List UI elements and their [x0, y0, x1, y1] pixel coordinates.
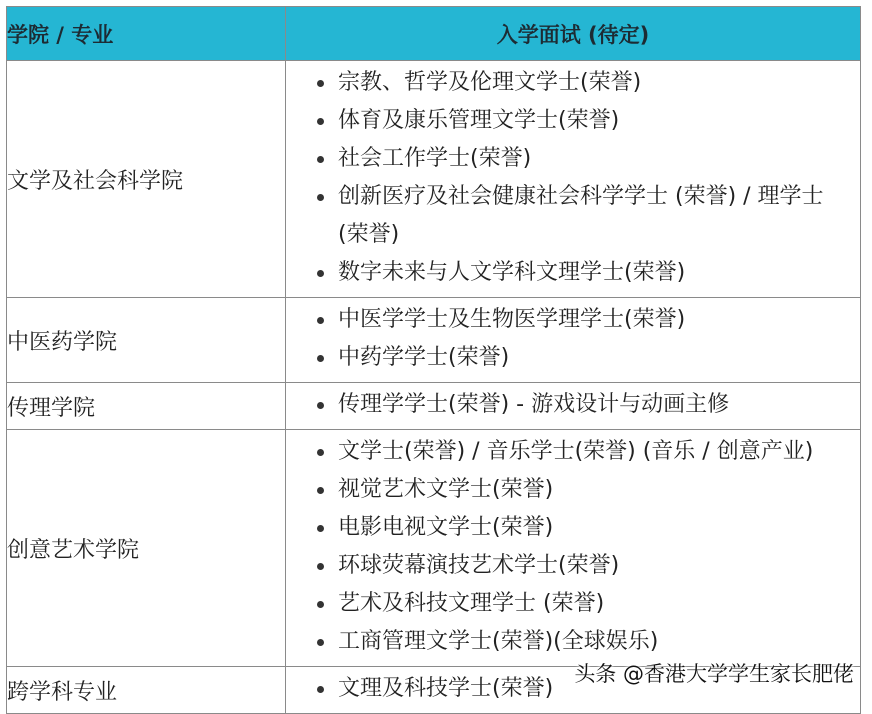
college-name: 文学及社会科学院 — [7, 61, 286, 298]
program-item: 工商管理文学士(荣誉)(全球娱乐) — [338, 623, 854, 661]
program-item: 社会工作学士(荣誉) — [338, 140, 854, 178]
program-item: 视觉艺术文学士(荣誉) — [338, 471, 854, 509]
college-name: 跨学科专业 — [7, 667, 286, 714]
program-item: 中药学学士(荣誉) — [338, 339, 854, 377]
program-item: 电影电视文学士(荣誉) — [338, 509, 854, 547]
program-cell — [286, 61, 861, 298]
program-cell — [286, 298, 861, 383]
program-item: 文理及科技学士(荣誉) — [338, 670, 854, 708]
college-name: 创意艺术学院 — [7, 430, 286, 667]
program-item: 创新医疗及社会健康社会科学学士 (荣誉) / 理学士 (荣誉) — [338, 178, 854, 254]
program-item: 传理学学士(荣誉) - 游戏设计与动画主修 — [338, 386, 854, 424]
program-item: 宗教、哲学及伦理文学士(荣誉) — [338, 64, 854, 102]
program-cell — [286, 430, 861, 667]
program-list — [286, 298, 860, 382]
college-name: 传理学院 — [7, 383, 286, 430]
program-item: 艺术及科技文理学士 (荣誉) — [338, 585, 854, 623]
program-item: 中医学学士及生物医学理学士(荣誉) — [338, 301, 854, 339]
college-name: 中医药学院 — [7, 298, 286, 383]
table-row — [7, 383, 861, 430]
header-interview: 入学面试 (待定) — [286, 7, 861, 61]
program-item: 环球荧幕演技艺术学士(荣誉) — [338, 547, 854, 585]
header-college: 学院 / 专业 — [7, 7, 286, 61]
program-cell — [286, 383, 861, 430]
admissions-table — [6, 6, 861, 714]
program-list — [286, 383, 860, 429]
table-row — [7, 298, 861, 383]
table-header-row — [7, 7, 861, 61]
program-item: 文学士(荣誉) / 音乐学士(荣誉) (音乐 / 创意产业) — [338, 433, 854, 471]
program-item: 体育及康乐管理文学士(荣誉) — [338, 102, 854, 140]
program-list — [286, 430, 860, 666]
watermark-credit: 头条 @香港大学学生家长肥佬 — [574, 662, 854, 686]
table-row — [7, 61, 861, 298]
program-list — [286, 61, 860, 297]
program-item: 数字未来与人文学科文理学士(荣誉) — [338, 254, 854, 292]
table-row — [7, 430, 861, 667]
